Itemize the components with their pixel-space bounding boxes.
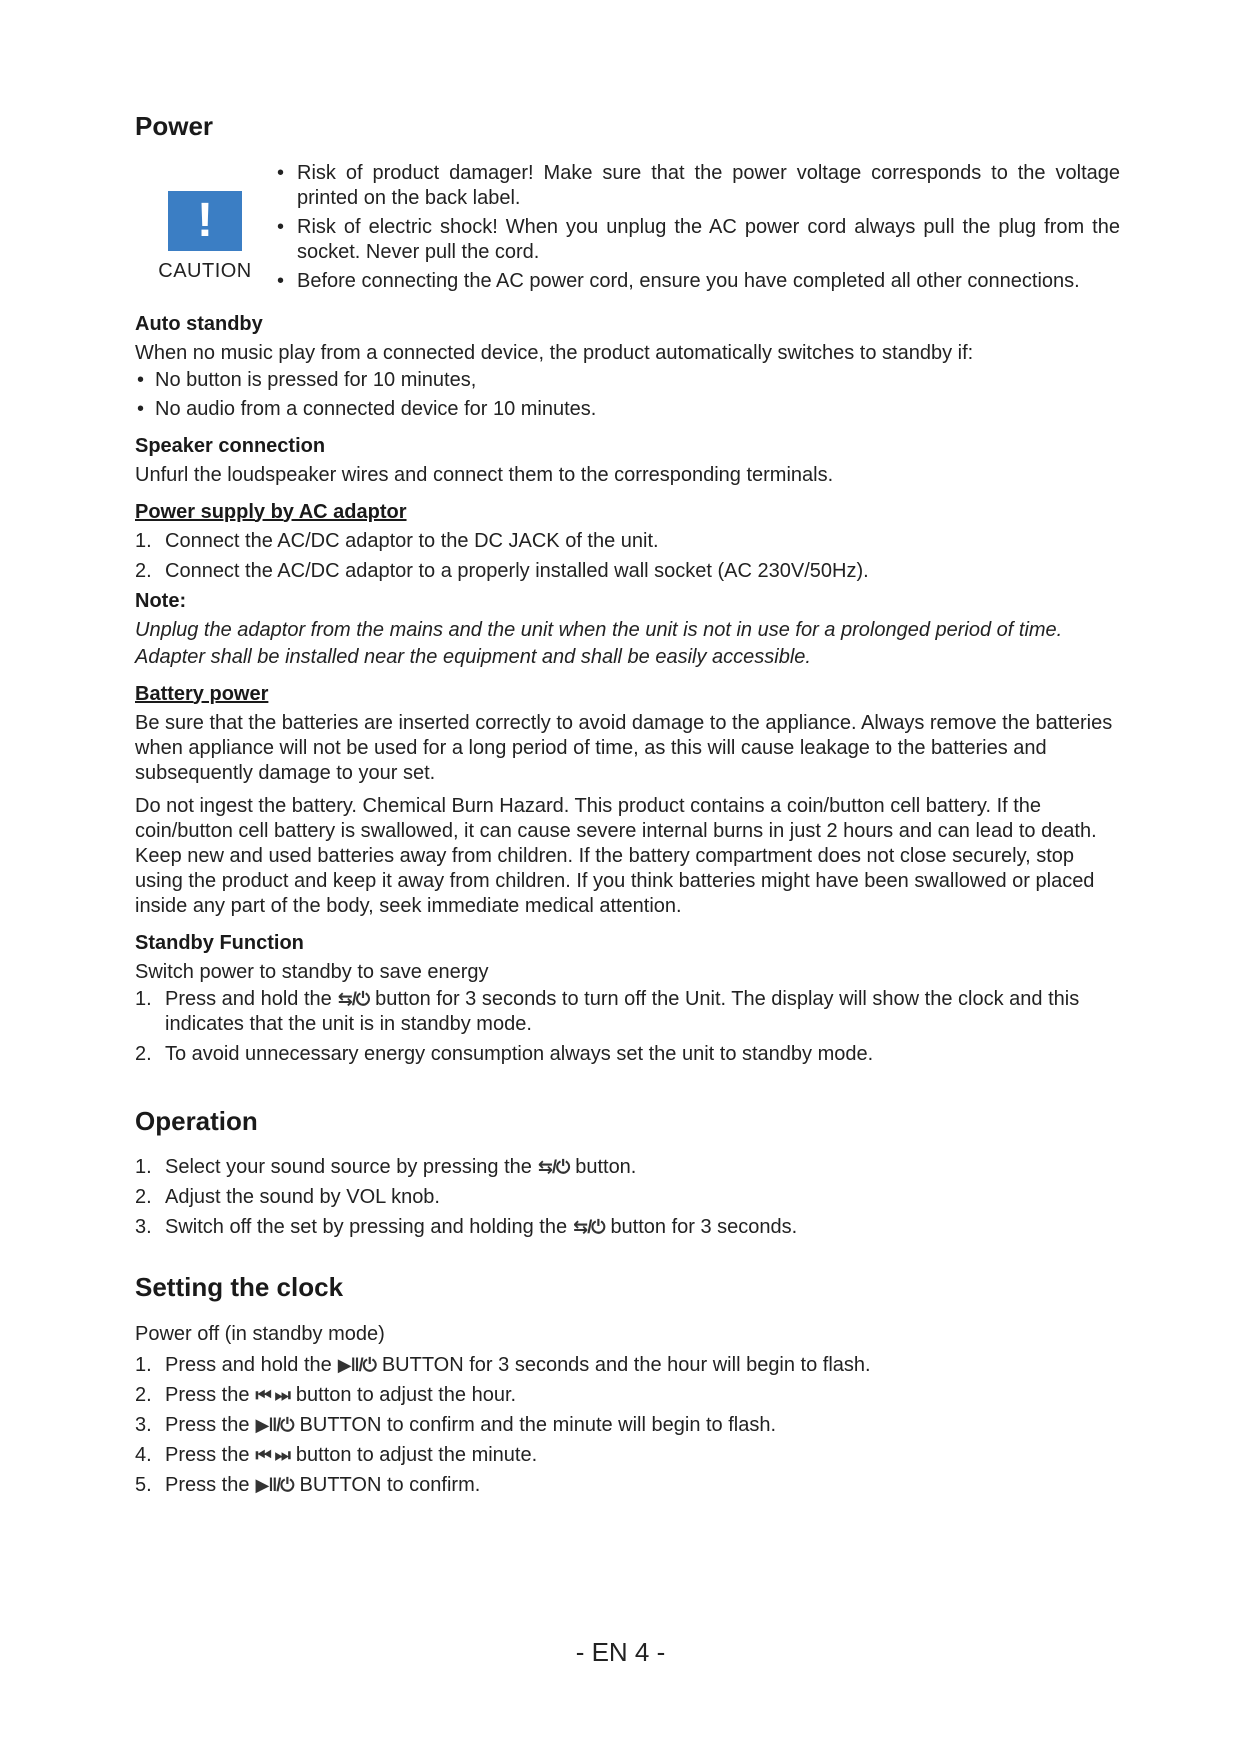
caution-exclamation-icon: ! [168, 191, 242, 251]
clock-intro: Power off (in standby mode) [135, 1322, 385, 1345]
caution-label: CAUTION [158, 259, 252, 282]
auto-standby-list [135, 368, 1120, 422]
page-content [135, 110, 1120, 1503]
speaker-heading: Speaker connection [135, 434, 326, 457]
battery-paragraph: Be sure that the batteries are inserted correctly to avoid damage to the appliance. Always remove the batteries when appliance will not be used for a long period of time, as this will cause leakage to the batteries and subsequently damage to your set. [135, 711, 1113, 784]
caution-item: • Risk of electric shock! When you unplug the AC power cord always pull the plug from the socket. Never pull the cord. [275, 215, 1120, 265]
list-item: 1. Press and hold the ▶‖/⏻ BUTTON for 3 seconds and the hour will begin to flash. [135, 1353, 871, 1376]
play-pause-button-icon: ▶‖/⏻ [255, 1414, 294, 1435]
list-item: 2. Press the ⏮ ⏭ button to adjust the hour. [135, 1383, 517, 1406]
source-standby-button-icon: ⇆/⏻ [537, 1157, 570, 1177]
note-label: Note: [135, 589, 187, 612]
note-text: Unplug the adaptor from the mains and the unit when the unit is not in use for a prolonged period of time. [135, 618, 1063, 641]
battery-section [135, 682, 1120, 919]
list-item: 1. Select your sound source by pressing the ⇆/⏻ button. [135, 1156, 637, 1178]
caution-block [135, 161, 1120, 298]
clock-title: Setting the clock [135, 1272, 344, 1302]
list-item: 3. Switch off the set by pressing and holding the ⇆/⏻ button for 3 seconds. [135, 1216, 798, 1238]
note-text: Adapter shall be installed near the equipment and shall be easily accessible. [135, 645, 811, 668]
standby-function-intro: Switch power to standby to save energy [135, 960, 489, 983]
source-standby-button-icon: ⇆/⏻ [337, 988, 370, 1009]
page-number: - EN 4 - [575, 1637, 666, 1667]
battery-heading: Battery power [135, 682, 269, 705]
clock-steps [135, 1353, 1120, 1498]
ac-adaptor-steps [135, 529, 1120, 584]
operation-steps [135, 1155, 1120, 1240]
list-item: 3. Press the ▶‖/⏻ BUTTON to confirm and the minute will begin to flash. [135, 1413, 777, 1436]
play-pause-button-icon: ▶‖/⏻ [255, 1474, 294, 1495]
list-item: 2. Adjust the sound by VOL knob. [135, 1186, 440, 1208]
speaker-section [135, 434, 1120, 488]
operation-title: Operation [135, 1105, 258, 1136]
list-item: 4. Press the ⏮ ⏭ button to adjust the minute. [135, 1443, 538, 1466]
skip-button-icon: ⏮ ⏭ [255, 1384, 290, 1405]
list-item: 2. To avoid unnecessary energy consumption always set the unit to standby mode. [135, 1042, 874, 1065]
caution-figure [135, 161, 275, 284]
caution-item: • Before connecting the AC power cord, ensure you have completed all other connections. [275, 269, 1120, 294]
auto-standby-heading: Auto standby [135, 312, 263, 335]
list-item: • No button is pressed for 10 minutes, [135, 368, 1120, 393]
auto-standby-section [135, 312, 1120, 422]
skip-button-icon: ⏮ ⏭ [255, 1444, 290, 1465]
battery-paragraph: Do not ingest the battery. Chemical Burn Hazard. This product contains a coin/button cell battery. If the coin/button cell battery is swallowed, it can cause severe internal burns in just 2 hours and can lead to death. Keep new and used batteries away from children. If the battery compartment does not close securely, stop using the product and keep it away from children. If you think batteries might have been swallowed or placed inside any part of the body, seek immediate medical attention. [135, 794, 1097, 917]
speaker-text: Unfurl the loudspeaker wires and connect them to the corresponding terminals. [135, 463, 834, 486]
ac-adaptor-heading: Power supply by AC adaptor [135, 500, 407, 523]
caution-item: • Risk of product damager! Make sure that the power voltage corresponds to the voltage printed on the back label. [275, 161, 1120, 211]
power-title: Power [135, 111, 214, 141]
list-item: • No audio from a connected device for 10 minutes. [135, 397, 1120, 422]
list-item: 1. Press and hold the ⇆/⏻ button for 3 seconds to turn off the Unit. The display will show the clock and this indicates that the unit is in standby mode. [135, 987, 1080, 1035]
list-item: 2. Connect the AC/DC adaptor to a properly installed wall socket (AC 230V/50Hz). [135, 559, 869, 582]
caution-list [275, 161, 1120, 298]
play-pause-button-icon: ▶‖/⏻ [337, 1354, 376, 1375]
ac-adaptor-section [135, 500, 1120, 670]
standby-function-heading: Standby Function [135, 931, 304, 954]
list-item: 5. Press the ▶‖/⏻ BUTTON to confirm. [135, 1473, 481, 1496]
auto-standby-intro: When no music play from a connected device, the product automatically switches to standby if: [135, 341, 974, 364]
list-item: 1. Connect the AC/DC adaptor to the DC JACK of the unit. [135, 529, 659, 552]
standby-function-steps [135, 987, 1120, 1067]
standby-function-section [135, 931, 1120, 1067]
source-standby-button-icon: ⇆/⏻ [573, 1217, 605, 1237]
